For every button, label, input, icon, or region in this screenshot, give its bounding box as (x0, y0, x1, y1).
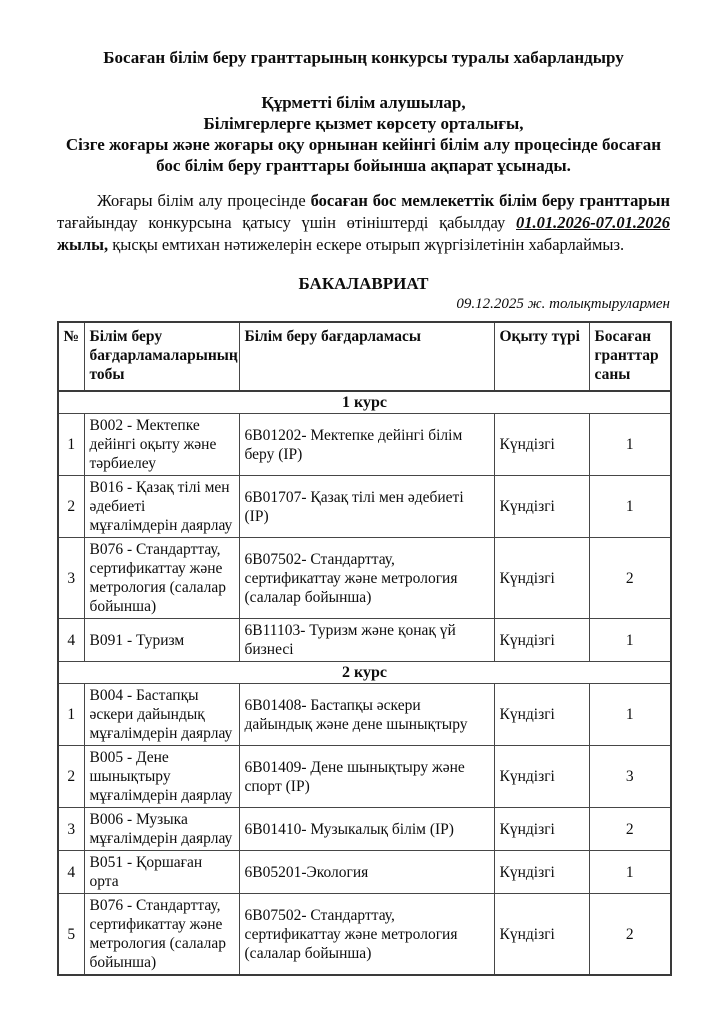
intro-line-salutation: Құрметті білім алушылар, (261, 93, 466, 112)
grant-count-cell: 2 (589, 808, 671, 851)
column-header-number: № (58, 322, 84, 391)
course-section-label: 1 курс (58, 391, 671, 414)
row-number-cell: 2 (58, 476, 84, 538)
program-cell: 6B05201-Экология (239, 851, 494, 894)
program-group-cell: B076 - Стандарттау, сертификаттау және метрология (салалар бойынша) (84, 894, 239, 976)
table-row (58, 619, 671, 662)
row-number-cell: 2 (58, 746, 84, 808)
study-form-cell: Күндізгі (494, 851, 589, 894)
course-section-row (58, 662, 671, 684)
paragraph-segment: қысқы емтихан нәтижелерін ескере отырып жүргізілетінін хабарлаймыз. (108, 235, 625, 254)
study-form-cell: Күндізгі (494, 684, 589, 746)
intro-block (57, 92, 670, 176)
study-form-cell: Күндізгі (494, 414, 589, 476)
course-section-row (58, 391, 671, 414)
study-form-cell: Күндізгі (494, 538, 589, 619)
program-cell: 6B01408- Бастапқы әскери дайындық және дене шынықтыру (239, 684, 494, 746)
document-title: Босаған білім беру гранттарының конкурсы туралы хабарландыру (103, 48, 624, 67)
table-row (58, 808, 671, 851)
grant-count-cell: 2 (589, 894, 671, 976)
column-header-grant-count: Босаған гранттар саны (589, 322, 671, 391)
paragraph-segment: жылы, (57, 235, 109, 254)
table-header-row (58, 322, 671, 391)
program-cell: 6B01410- Музыкалық білім (IP) (239, 808, 494, 851)
program-group-cell: B091 - Туризм (84, 619, 239, 662)
paragraph-segment: босаған бос мемлекеттік білім беру гранттарын (310, 191, 670, 210)
row-number-cell: 1 (58, 684, 84, 746)
program-cell: 6B11103- Туризм және қонақ үй бизнесі (239, 619, 494, 662)
program-group-cell: B002 - Мектепке дейінгі оқыту және тәрбиелеу (84, 414, 239, 476)
program-cell: 6B07502- Стандарттау, сертификаттау және метрология (салалар бойынша) (239, 538, 494, 619)
column-header-study-form: Оқыту түрі (494, 322, 589, 391)
paragraph-segment: Жоғары білім алу процесінде (97, 191, 311, 210)
program-group-cell: B005 - Дене шынықтыру мұғалімдерін даярлау (84, 746, 239, 808)
main-paragraph (57, 190, 670, 256)
table-body (58, 391, 671, 975)
section-heading-bachelor: БАКАЛАВРИАТ (298, 274, 429, 293)
study-form-cell: Күндізгі (494, 808, 589, 851)
paragraph-segment: тағайындау конкурсына қатысу үшін өтініштерді қабылдау (57, 213, 516, 232)
grant-count-cell: 3 (589, 746, 671, 808)
paragraph-segment: 01.01.2026-07.01.2026 (516, 213, 670, 232)
grants-table (57, 321, 672, 976)
intro-line-organization: Білімгерлерге қызмет көрсету орталығы, (203, 114, 524, 133)
row-number-cell: 1 (58, 414, 84, 476)
row-number-cell: 4 (58, 851, 84, 894)
column-header-program: Білім беру бағдарламасы (239, 322, 494, 391)
course-section-label: 2 курс (58, 662, 671, 684)
grant-count-cell: 1 (589, 414, 671, 476)
grant-count-cell: 1 (589, 851, 671, 894)
column-header-program-group: Білім беру бағдарламаларының тобы (84, 322, 239, 391)
row-number-cell: 4 (58, 619, 84, 662)
study-form-cell: Күндізгі (494, 619, 589, 662)
program-group-cell: B051 - Қоршаған орта (84, 851, 239, 894)
grant-count-cell: 1 (589, 476, 671, 538)
program-group-cell: B006 - Музыка мұғалімдерін даярлау (84, 808, 239, 851)
row-number-cell: 5 (58, 894, 84, 976)
table-row (58, 538, 671, 619)
program-cell: 6B01707- Қазақ тілі мен әдебиеті (IP) (239, 476, 494, 538)
table-row (58, 414, 671, 476)
program-cell: 6B01409- Дене шынықтыру және спорт (IP) (239, 746, 494, 808)
study-form-cell: Күндізгі (494, 894, 589, 976)
grant-count-cell: 2 (589, 538, 671, 619)
table-row (58, 851, 671, 894)
program-group-cell: B016 - Қазақ тілі мен әдебиеті мұғалімдерін даярлау (84, 476, 239, 538)
table-row (58, 894, 671, 976)
row-number-cell: 3 (58, 808, 84, 851)
table-row (58, 684, 671, 746)
row-number-cell: 3 (58, 538, 84, 619)
study-form-cell: Күндізгі (494, 746, 589, 808)
program-cell: 6B01202- Мектепке дейінгі білім беру (IP) (239, 414, 494, 476)
grant-count-cell: 1 (589, 619, 671, 662)
study-form-cell: Күндізгі (494, 476, 589, 538)
program-cell: 6B07502- Стандарттау, сертификаттау және метрология (салалар бойынша) (239, 894, 494, 976)
intro-line-statement: Сізге жоғары және жоғары оқу орнынан кейінгі білім алу процесінде босаған бос білім беру гранттары бойынша ақпарат ұсынады. (65, 135, 662, 175)
table-row (58, 476, 671, 538)
program-group-cell: B004 - Бастапқы әскери дайындық мұғалімдерін даярлау (84, 684, 239, 746)
table-row (58, 746, 671, 808)
program-group-cell: B076 - Стандарттау, сертификаттау және метрология (салалар бойынша) (84, 538, 239, 619)
grant-count-cell: 1 (589, 684, 671, 746)
date-note: 09.12.2025 ж. толықтырулармен (456, 296, 670, 312)
